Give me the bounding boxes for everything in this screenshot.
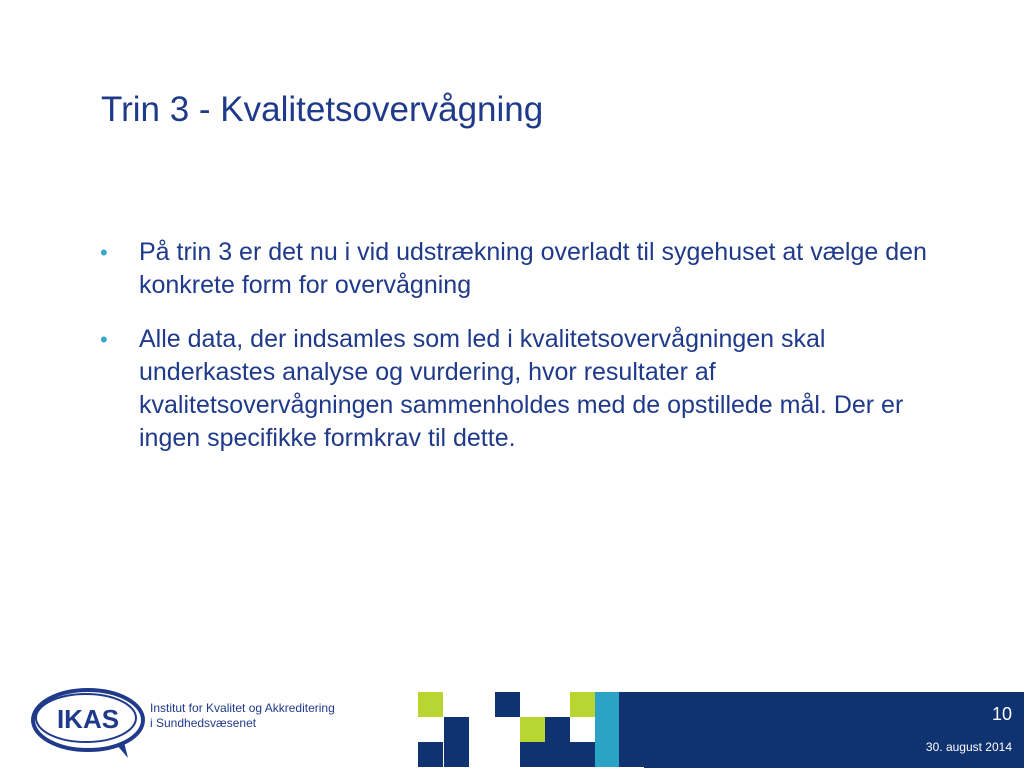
deco-square	[595, 692, 620, 717]
bullet-dot-icon: •	[100, 240, 108, 265]
deco-square	[444, 742, 469, 767]
footer-band	[644, 692, 1024, 768]
deco-square	[418, 742, 443, 767]
deco-square	[520, 717, 545, 742]
slide-title: Trin 3 - Kvalitetsovervågning	[101, 90, 544, 129]
slide-date: 30. august 2014	[925, 740, 1012, 754]
page-number: 10	[991, 704, 1012, 724]
deco-square	[545, 717, 570, 742]
deco-square	[444, 717, 469, 742]
ikas-logo-icon	[28, 682, 150, 762]
bullet-text: Alle data, der indsamles som led i kvalitetsovervågningen skal underkastes analyse og vurdering, hvor resultater af kvalitetsovervågningen sammenholdes med de opstillede mål. Der er ingen specifikke formkrav til dette.	[139, 325, 904, 452]
bullet-item	[100, 323, 940, 455]
deco-square	[520, 742, 545, 767]
deco-square	[418, 692, 443, 717]
deco-square	[495, 692, 520, 717]
deco-square	[595, 742, 620, 767]
deco-square	[570, 692, 595, 717]
logo-text: IKAS	[56, 704, 120, 734]
bullet-dot-icon: •	[100, 327, 108, 352]
institute-name	[150, 701, 335, 731]
institute-line-2: i Sundhedsvæsenet	[150, 716, 257, 730]
deco-square	[619, 692, 644, 717]
deco-square	[570, 742, 595, 767]
institute-line-1: Institut for Kvalitet og Akkreditering	[150, 701, 335, 715]
deco-square	[545, 742, 570, 767]
bullet-item	[100, 236, 940, 302]
deco-square	[619, 717, 644, 742]
bullet-text: På trin 3 er det nu i vid udstrækning overladt til sygehuset at vælge den konkrete form for overvågning	[139, 238, 927, 299]
deco-square	[595, 717, 620, 742]
bullet-list	[100, 236, 940, 476]
deco-square	[619, 742, 644, 767]
